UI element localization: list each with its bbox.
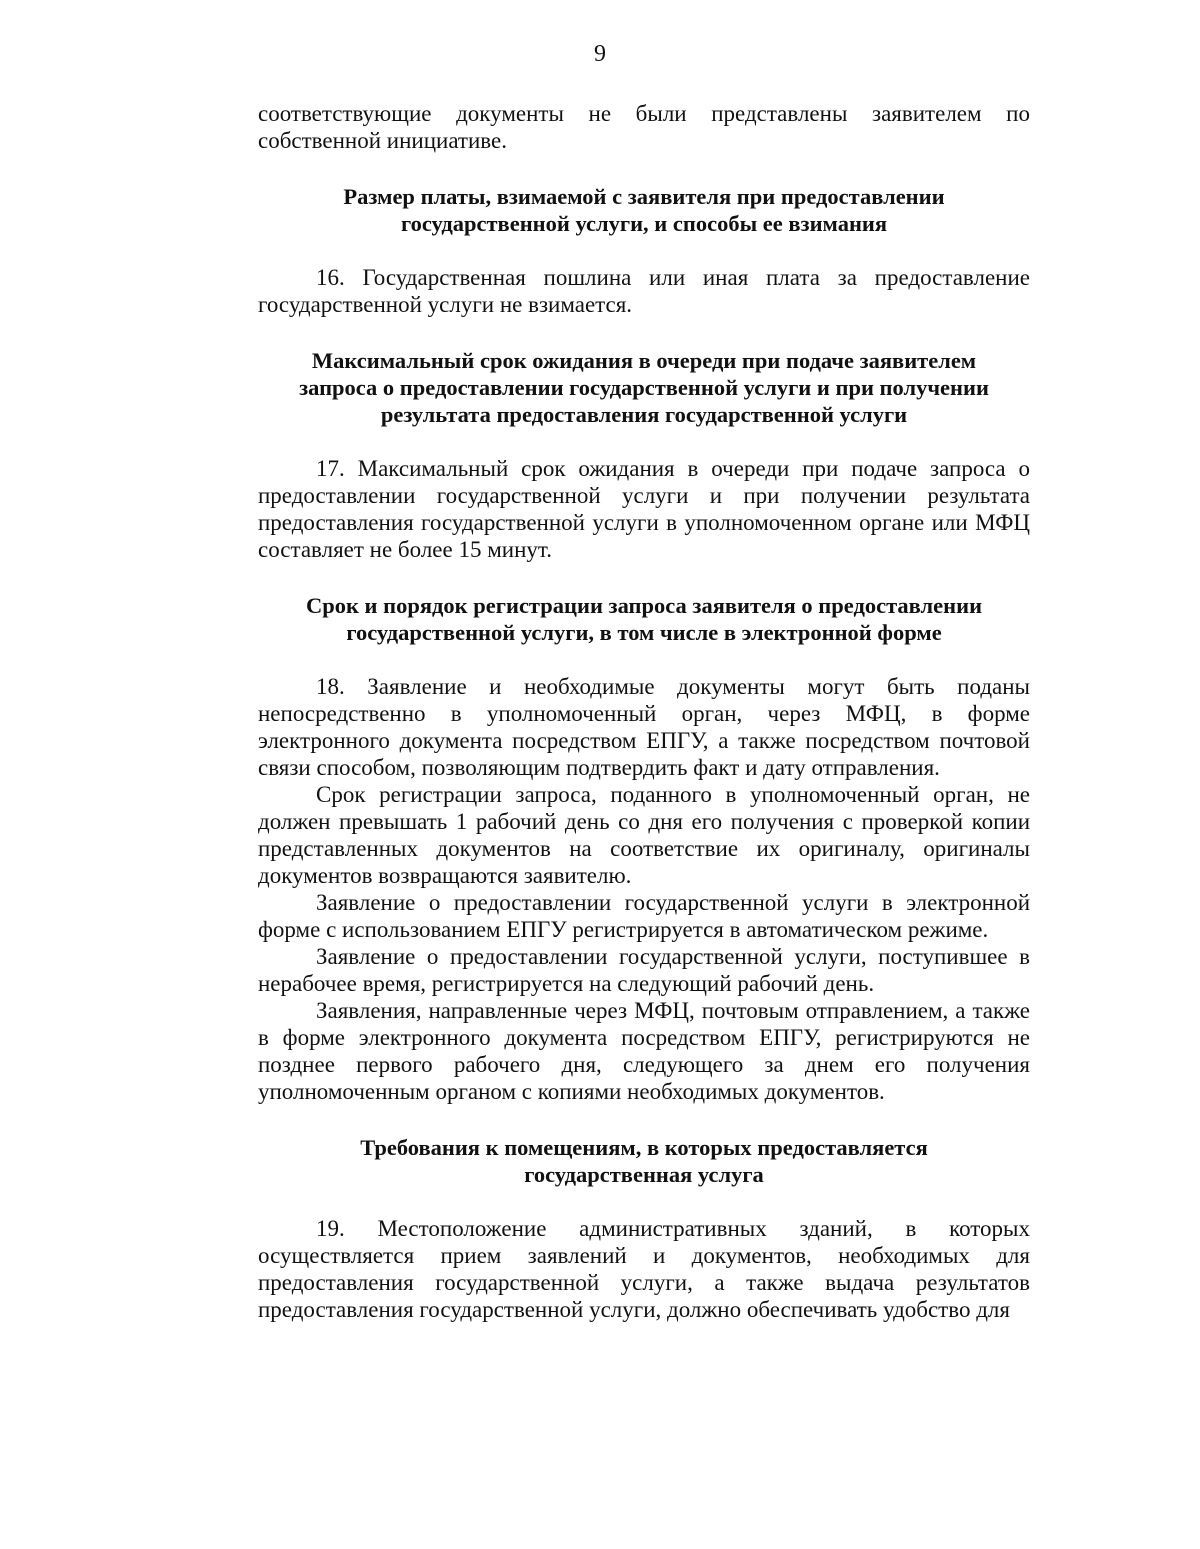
page-number: 9	[594, 41, 606, 67]
document-body	[258, 100, 1030, 1323]
paragraph-continuation: соответствующие документы не были представлены заявителем по собственной инициативе.	[258, 101, 1030, 153]
paragraph-18-4: Заявление о предоставлении государственной услуги, поступившее в нерабочее время, регистрируется на следующий рабочий день.	[258, 944, 1030, 996]
paragraph-18-3: Заявление о предоставлении государственной услуги в электронной форме с использованием ЕПГУ регистрируется в автоматическом режиме.	[258, 890, 1030, 942]
paragraph-19: 19. Местоположение административных зданий, в которых осуществляется прием заявлений и документов, необходимых для предоставления государственной услуги, а также выдача результатов предоставления государственной услуги, должно обеспечивать удобство для	[258, 1216, 1030, 1322]
paragraph-17: 17. Максимальный срок ожидания в очереди при подаче запроса о предоставлении государственной услуги и при получении результата предоставления государственной услуги в уполномоченном органе или МФЦ составляет не более 15 минут.	[258, 456, 1030, 562]
section-heading-premises: Требования к помещениям, в которых предоставляется государственная услуга	[360, 1135, 928, 1187]
section-heading-fee: Размер платы, взимаемой с заявителя при предоставлении государственной услуги, и способы ее взимания	[343, 184, 945, 236]
section-heading-registration: Срок и порядок регистрации запроса заявителя о предоставлении государственной услуги, в том числе в электронной форме	[305, 593, 983, 645]
paragraph-18-2: Срок регистрации запроса, поданного в уполномоченный орган, не должен превышать 1 рабочий день со дня его получения с проверкой копии представленных документов на соответствие их оригиналу, оригиналы документов возвращаются заявителю.	[258, 782, 1030, 888]
section-heading-queue: Максимальный срок ожидания в очереди при подаче заявителем запроса о предоставлении государственной услуги и при получении результата предоставления государственной услуги	[299, 348, 989, 427]
paragraph-18-1: 18. Заявление и необходимые документы могут быть поданы непосредственно в уполномоченный орган, через МФЦ, в форме электронного документа посредством ЕПГУ, а также посредством почтовой связи способом, позволяющим подтвердить факт и дату отправления.	[258, 674, 1030, 780]
paragraph-18-5: Заявления, направленные через МФЦ, почтовым отправлением, а также в форме электронного документа посредством ЕПГУ, регистрируются не позднее первого рабочего дня, следующего за днем его получения уполномоченным органом с копиями необходимых документов.	[258, 998, 1030, 1104]
paragraph-16: 16. Государственная пошлина или иная плата за предоставление государственной услуги не взимается.	[258, 265, 1030, 317]
